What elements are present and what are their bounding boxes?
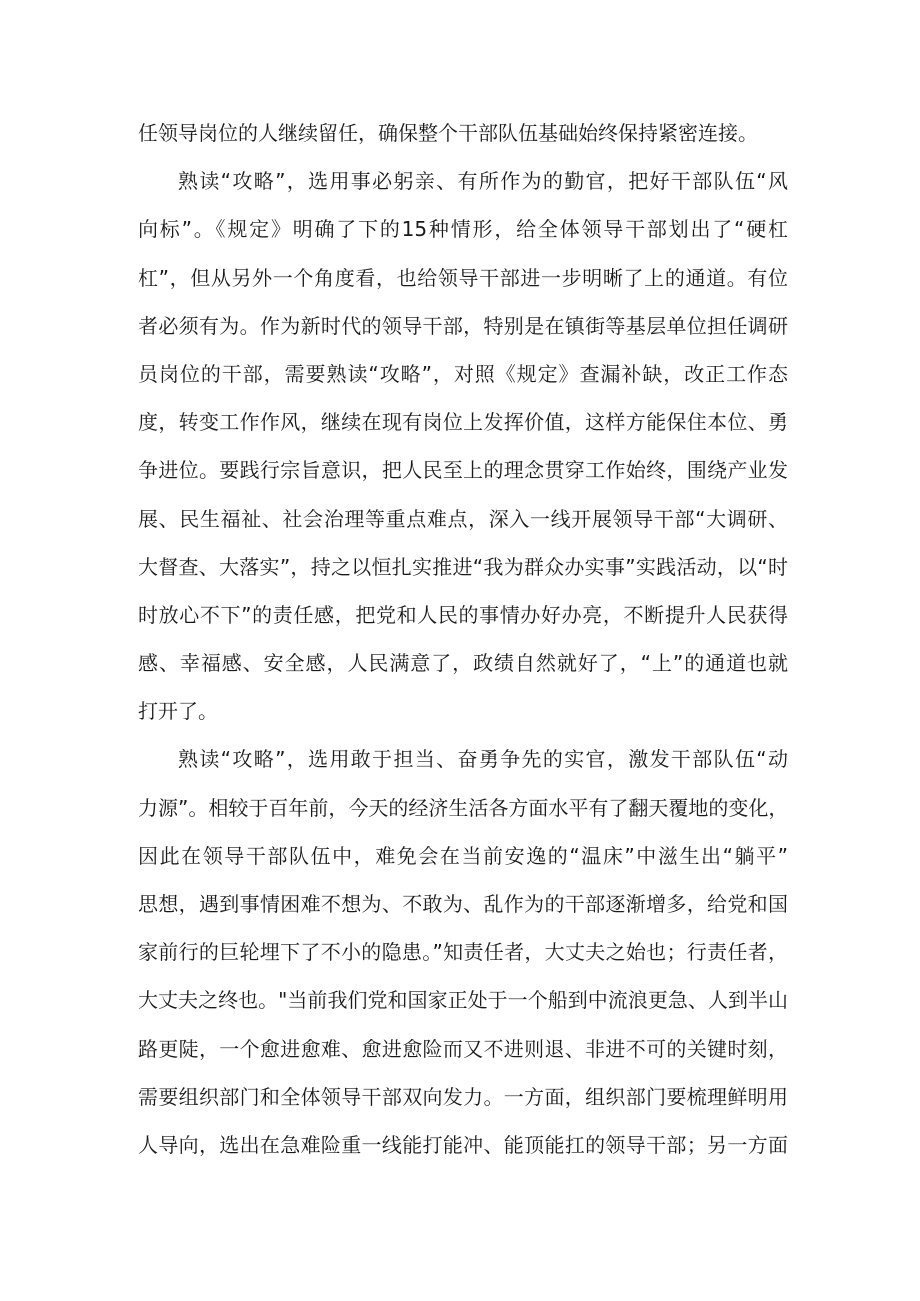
text-line: 时放心不下”的责任感，把党和人民的事情办好办亮，不断提升人民获得 <box>138 602 788 627</box>
text-line: 家前行的巨轮埋下了不小的隐患。”知责任者，大丈夫之始也；行责任者， <box>138 940 788 965</box>
text-line: 任领导岗位的人继续留任，确保整个干部队伍基础始终保持紧密连接。 <box>138 121 758 145</box>
text-line: 力源”。相较于百年前，今天的经济生活各方面水平有了翻天覆地的变化， <box>138 795 789 820</box>
text-line: 者必须有为。作为新时代的领导干部，特别是在镇街等基层单位担任调研 <box>138 313 788 338</box>
text-line: 需要组织部门和全体领导干部双向发力。一方面，组织部门要梳理鲜明用 <box>138 1084 788 1109</box>
text-line: 杠”，但从另外一个角度看，也给领导干部进一步明晰了上的通道。有位 <box>138 265 788 290</box>
paragraph-first-line: 熟读“攻略”，选用事必躬亲、有所作为的勤官，把好干部队伍“风 <box>178 169 788 194</box>
text-line: 度，转变工作作风，继续在现有岗位上发挥价值，这样方能保住本位、勇 <box>138 410 788 435</box>
text-line: 人导向，选出在急难险重一线能打能冲、能顶能扛的领导干部；另一方面 <box>138 1132 788 1157</box>
text-line: 因此在领导干部队伍中，难免会在当前安逸的“温床”中滋生出“躺平” <box>138 843 788 868</box>
text-line: 争进位。要践行宗旨意识，把人民至上的理念贯穿工作始终，围绕产业发 <box>138 458 788 483</box>
paragraph-first-line: 熟读“攻略”，选用敢于担当、奋勇争先的实官，激发干部队伍“动 <box>178 747 788 772</box>
text-line: 路更陡，一个愈进愈难、愈进愈险而又不进则退、非进不可的关键时刻， <box>138 1036 788 1061</box>
text-line: 大丈夫之终也。"当前我们党和国家正处于一个船到中流浪更急、人到半山 <box>138 988 788 1013</box>
text-line: 思想，遇到事情困难不想为、不敢为、乱作为的干部逐渐增多，给党和国 <box>138 892 788 916</box>
document-body <box>138 117 788 1177</box>
text-line: 感、幸福感、安全感，人民满意了，政绩自然就好了，“上”的通道也就 <box>138 651 788 676</box>
text-line: 员岗位的干部，需要熟读“攻略”，对照《规定》查漏补缺，改正工作态 <box>138 361 788 386</box>
paragraph-last-line: 打开了。 <box>138 699 218 724</box>
text-line: 大督查、大落实”，持之以恒扎实推进“我为群众办实事”实践活动，以“时 <box>138 554 788 579</box>
text-line: 展、民生福祉、社会治理等重点难点，深入一线开展领导干部“大调研、 <box>138 506 788 531</box>
text-line: 向标”。《规定》明确了下的15种情形，给全体领导干部划出了“硬杠 <box>138 217 788 242</box>
